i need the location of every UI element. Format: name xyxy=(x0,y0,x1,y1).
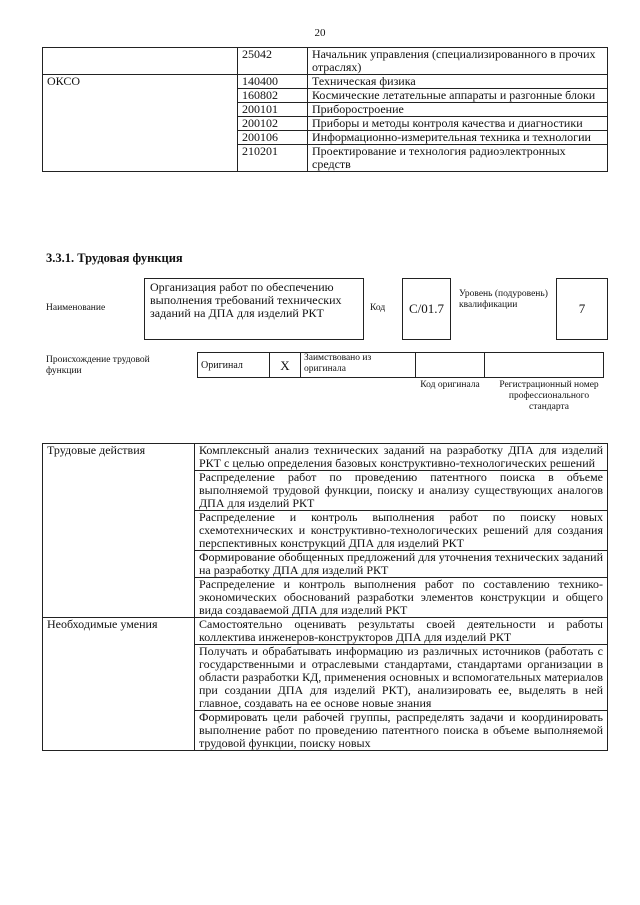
name-label: Наименование xyxy=(46,303,106,313)
classifier-description: Приборостроение xyxy=(308,103,608,117)
level-label: Уровень (подуровень) квалификации xyxy=(459,289,548,310)
section-heading: 3.3.1. Трудовая функция xyxy=(46,251,183,265)
requirement-text: Формирование обобщенных предложений для уточнения технических заданий на разработку ДПА для изделий РКТ xyxy=(195,551,608,578)
classifier-name: ОКСО xyxy=(43,75,238,172)
classifier-code: 200102 xyxy=(238,117,308,131)
requirement-text: Получать и обрабатывать информацию из различных источников (работать с государственными и отраслевыми стандартами, стандартами организации в области разработки КД, применения основных и вспомогательных материалов при создании ДПА для изделий РКТ), анализировать ее, выделять в ней главное, создавать на ее основе новые знания xyxy=(195,645,608,711)
classifier-description: Космические летательные аппараты и разгонные блоки xyxy=(308,89,608,103)
requirement-text: Распределение и контроль выполнения работ по составлению технико-экономических обоснований разработки элементов конструкции и общего вида создаваемой ДПА для изделий РКТ xyxy=(195,578,608,618)
table-row xyxy=(43,618,608,645)
code-caption: Код оригинала xyxy=(420,380,480,390)
original-mark: X xyxy=(270,353,301,378)
registration-number-cell xyxy=(485,353,604,378)
code-label: Код xyxy=(370,303,386,313)
classifier-description: Информационно-измерительная техника и технологии xyxy=(308,131,608,145)
function-name-value: Организация работ по обеспечению выполнения требований технических заданий на ДПА для изделий РКТ xyxy=(144,278,364,340)
classifier-description: Техническая физика xyxy=(308,75,608,89)
classifier-description: Приборы и методы контроля качества и диагностики xyxy=(308,117,608,131)
classifier-code: 25042 xyxy=(238,48,308,75)
classifier-description: Начальник управления (специализированного в прочих отраслях) xyxy=(308,48,608,75)
classifier-name xyxy=(43,48,238,75)
original-code-cell xyxy=(416,353,485,378)
origin-label: Происхождение трудовой функции xyxy=(46,355,150,376)
classifier-code: 210201 xyxy=(238,145,308,172)
table-row xyxy=(43,444,608,471)
requirement-text: Формировать цели рабочей группы, распределять задачи и координировать выполнение работ по проведению патентного поиска в объеме выполняемой трудовой функции, поиску новых xyxy=(195,711,608,751)
original-label: Оригинал xyxy=(198,353,270,378)
classifier-code: 140400 xyxy=(238,75,308,89)
classifier-code: 160802 xyxy=(238,89,308,103)
classification-row xyxy=(43,48,608,75)
function-details-table xyxy=(42,443,608,751)
borrowed-label: Заимствовано из оригинала xyxy=(301,353,416,378)
category-label: Необходимые умения xyxy=(43,618,195,751)
origin-table xyxy=(197,352,604,378)
registration-caption: Регистрационный номер профессионального стандарта xyxy=(499,380,599,412)
function-code-value: C/01.7 xyxy=(402,278,451,340)
requirement-text: Распределение и контроль выполнения работ по поиску новых схемотехнических и конструктивно-технологических решений для создания перспективных конструкций ДПА для изделий РКТ xyxy=(195,511,608,551)
level-value: 7 xyxy=(556,278,608,340)
classification-table xyxy=(42,47,608,172)
requirement-text: Комплексный анализ технических заданий на разработку ДПА для изделий РКТ с целью определения базовых конструктивно-технологических решений xyxy=(195,444,608,471)
classifier-code: 200101 xyxy=(238,103,308,117)
requirement-text: Самостоятельно оценивать результаты своей деятельности и работы коллектива инженеров-конструкторов ДПА для изделий РКТ xyxy=(195,618,608,645)
classifier-description: Проектирование и технология радиоэлектронных средств xyxy=(308,145,608,172)
classifier-code: 200106 xyxy=(238,131,308,145)
requirement-text: Распределение работ по проведению патентного поиска в объеме выполняемой трудовой функции, поиску и анализу существующих аналогов ДПА для изделий РКТ xyxy=(195,471,608,511)
classification-row xyxy=(43,75,608,89)
page-number: 20 xyxy=(314,27,326,39)
category-label: Трудовые действия xyxy=(43,444,195,618)
